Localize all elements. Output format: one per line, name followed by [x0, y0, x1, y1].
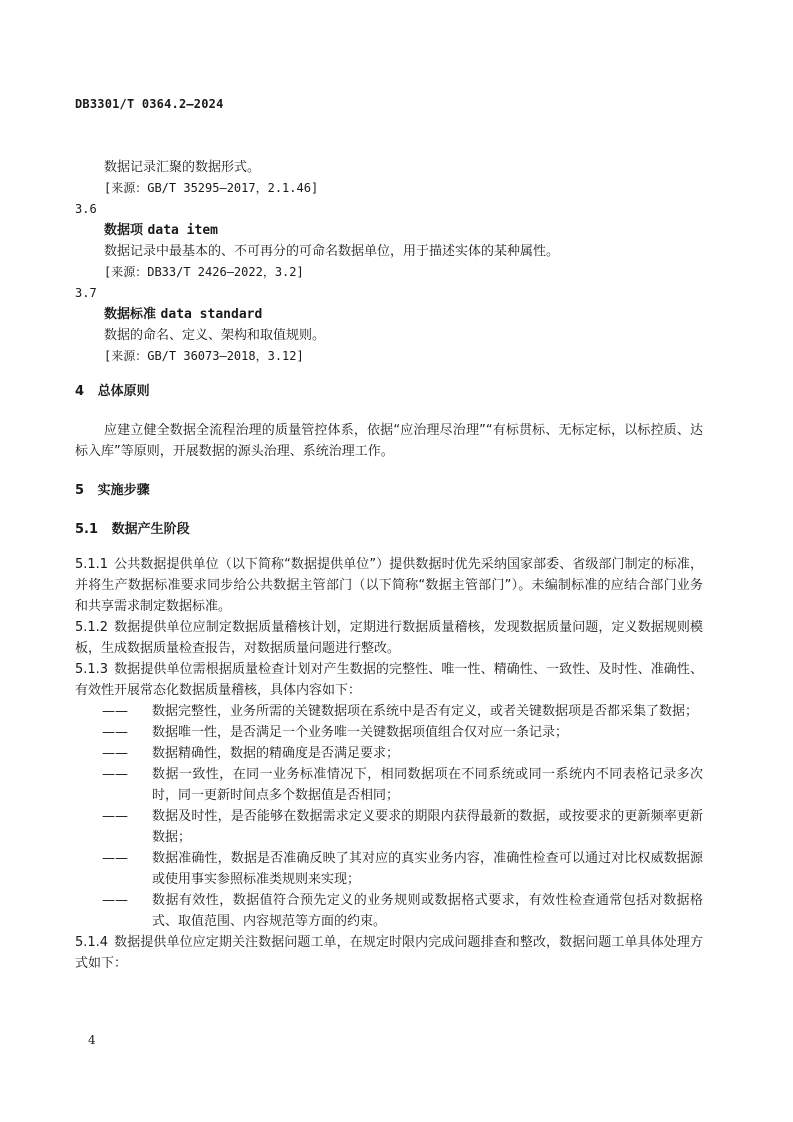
- clause-number: 5.1.3: [75, 662, 109, 677]
- list-dash: ——: [102, 767, 128, 782]
- definition-number: 3.7: [75, 286, 97, 300]
- section-5-heading: [75, 480, 703, 501]
- list-item-text: 数据一致性，在同一业务标准情况下，相同数据项在不同系统或同一系统内不同表格记录多次时，同一更新时间点多个数据值是否相同；: [152, 767, 703, 803]
- term-en: data item: [147, 223, 218, 238]
- definition-text: 数据记录中最基本的、不可再分的可命名数据单位，用于描述实体的某种属性。: [104, 244, 560, 259]
- list-item-text: 数据精确性，数据的精确度是否满足要求；: [152, 746, 400, 761]
- list-item-text: 数据准确性，数据是否准确反映了其对应的真实业务内容，准确性检查可以通过对比权威数据源或使用事实参照标准类规则来实现；: [152, 851, 703, 887]
- list-item-text: 数据及时性，是否能够在数据需求定义要求的期限内获得最新的数据，或按要求的更新频率更新数据；: [152, 809, 703, 845]
- list-item: [102, 806, 703, 848]
- list-item: [102, 743, 703, 764]
- definition-source: [来源：GB/T 36073—2018，3.12]: [104, 349, 304, 363]
- definition-number: 3.6: [75, 202, 97, 216]
- section-4-paragraph: 应建立健全数据全流程治理的质量管控体系，依据“应治理尽治理”“有标贯标、无标定标，以标控质、达标入库”等原则，开展数据的源头治理、系统治理工作。: [75, 423, 703, 459]
- list-item: [102, 701, 703, 722]
- list-item: [102, 764, 703, 806]
- section-number: 4: [75, 384, 85, 399]
- list-dash: ——: [102, 851, 128, 866]
- list-dash: ——: [102, 809, 128, 824]
- list-dash: ——: [102, 725, 128, 740]
- clause-5-1-3: [75, 659, 703, 701]
- subsection-5-1-heading: [75, 519, 703, 540]
- definition-source: [来源：DB33/T 2426—2022，3.2]: [104, 265, 304, 279]
- list-item: [102, 722, 703, 743]
- subsection-title: 数据产生阶段: [111, 522, 190, 537]
- section-4-heading: [75, 381, 703, 402]
- document-body: [75, 157, 703, 974]
- clause-text: 数据提供单位需根据质量检查计划对产生数据的完整性、唯一性、精确性、一致性、及时性、准确性、有效性开展常态化数据质量稽核，具体内容如下：: [75, 662, 703, 698]
- list-dash: ——: [102, 704, 128, 719]
- clause-number: 5.1.4: [75, 935, 109, 950]
- section-title: 实施步骤: [97, 483, 150, 498]
- term-en: data standard: [160, 307, 263, 322]
- list-item: [102, 890, 703, 932]
- clause-5-1-1: [75, 554, 703, 617]
- definition-text: 数据的命名、定义、架构和取值规则。: [104, 328, 326, 343]
- definition-term: [75, 220, 703, 241]
- list-dash: ——: [102, 893, 128, 908]
- page-number: 4: [88, 1033, 96, 1047]
- term-cn: 数据项: [104, 223, 144, 238]
- list-dash: ——: [102, 746, 128, 761]
- clause-text: 公共数据提供单位（以下简称“数据提供单位”）提供数据时优先采纳国家部委、省级部门制定的标准，并将生产数据标准要求同步给公共数据主管部门（以下简称“数据主管部门”）。未编制标准的应结合部门业务和共享需求制定数据标准。: [75, 557, 703, 614]
- list-item-text: 数据唯一性，是否满足一个业务唯一关键数据项值组合仅对应一条记录；: [152, 725, 569, 740]
- clause-number: 5.1.1: [75, 557, 109, 572]
- term-cn: 数据标准: [104, 307, 157, 322]
- clause-text: 数据提供单位应制定数据质量稽核计划，定期进行数据质量稽核，发现数据质量问题，定义数据规则模板，生成数据质量检查报告，对数据质量问题进行整改。: [75, 620, 703, 656]
- clause-text: 数据提供单位应定期关注数据问题工单，在规定时限内完成问题排查和整改，数据问题工单具体处理方式如下：: [75, 935, 703, 971]
- document-code: DB3301/T 0364.2—2024: [75, 97, 224, 111]
- list-item: [102, 848, 703, 890]
- quality-check-list: [102, 701, 703, 932]
- subsection-number: 5.1: [75, 522, 99, 537]
- section-number: 5: [75, 483, 85, 498]
- section-title: 总体原则: [97, 384, 150, 399]
- list-item-text: 数据有效性，数据值符合预先定义的业务规则或数据格式要求，有效性检查通常包括对数据格式、取值范围、内容规范等方面的约束。: [152, 893, 703, 929]
- definition-source: [来源：GB/T 35295—2017，2.1.46]: [104, 181, 319, 195]
- list-item-text: 数据完整性，业务所需的关键数据项在系统中是否有定义，或者关键数据项是否都采集了数据；: [152, 704, 699, 719]
- clause-number: 5.1.2: [75, 620, 109, 635]
- clause-5-1-2: [75, 617, 703, 659]
- definition-term: [75, 304, 703, 325]
- definition-text: 数据记录汇聚的数据形式。: [104, 160, 261, 175]
- clause-5-1-4: [75, 932, 703, 974]
